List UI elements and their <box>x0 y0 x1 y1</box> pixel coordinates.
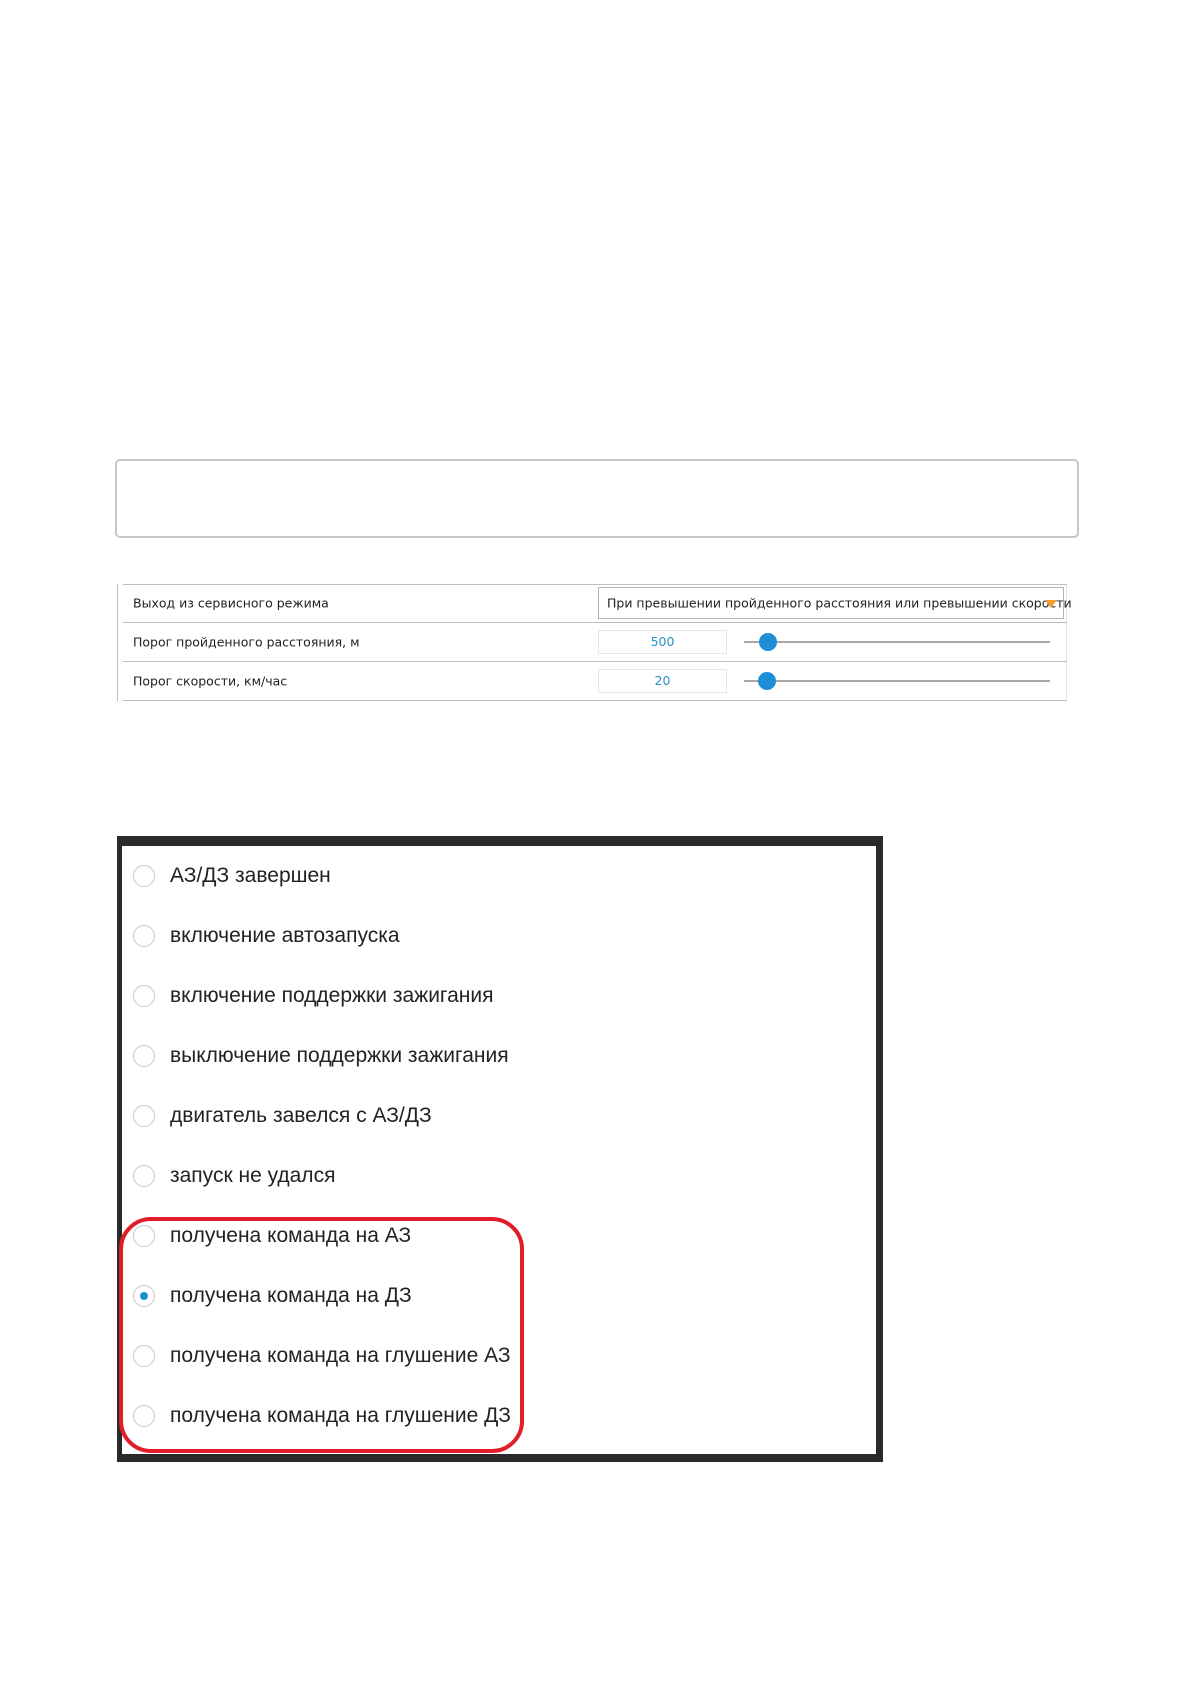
exit-mode-dropdown[interactable] <box>598 587 1072 619</box>
radio-option-label: получена команда на глушение АЗ <box>170 1344 511 1367</box>
radio-option[interactable] <box>122 966 862 1026</box>
radio-unselected-icon[interactable] <box>133 1045 155 1067</box>
event-radio-list <box>122 846 876 1454</box>
radio-option[interactable] <box>122 1026 862 1086</box>
speed-threshold-row <box>123 662 1067 700</box>
distance-slider-thumb[interactable] <box>759 633 777 651</box>
radio-option-label: двигатель завелся с АЗ/ДЗ <box>170 1104 432 1127</box>
dropdown-arrow-icon[interactable] <box>1045 600 1057 608</box>
radio-unselected-icon[interactable] <box>133 985 155 1007</box>
radio-option[interactable] <box>122 1266 862 1326</box>
radio-option[interactable] <box>122 1146 862 1206</box>
radio-option[interactable] <box>122 846 862 906</box>
exit-mode-row <box>123 584 1072 622</box>
radio-unselected-icon[interactable] <box>133 1105 155 1127</box>
exit-mode-label: Выход из сервисного режима <box>133 595 329 611</box>
radio-unselected-icon[interactable] <box>133 865 155 887</box>
radio-dot-icon <box>140 1292 148 1300</box>
radio-option[interactable] <box>122 906 862 966</box>
exit-mode-value: При превышении пройденного расстояния или превышении скорости <box>607 595 1072 611</box>
service-settings-panel <box>117 584 1072 701</box>
speed-threshold-slider[interactable] <box>744 680 1050 682</box>
speed-threshold-input[interactable]: 20 <box>598 669 727 693</box>
radio-option[interactable] <box>122 1206 862 1266</box>
radio-option-label: выключение поддержки зажигания <box>170 1044 509 1067</box>
radio-option[interactable] <box>122 1386 862 1446</box>
radio-option[interactable] <box>122 1086 862 1146</box>
radio-option-label: включение поддержки зажигания <box>170 984 494 1007</box>
event-radio-panel <box>117 836 883 1462</box>
radio-option[interactable] <box>122 1326 862 1386</box>
speed-threshold-label: Порог скорости, км/час <box>133 673 288 689</box>
radio-option-label: АЗ/ДЗ завершен <box>170 864 331 887</box>
distance-threshold-row <box>123 623 1067 661</box>
distance-threshold-slider[interactable] <box>744 641 1050 643</box>
panel-left-border <box>117 584 118 701</box>
radio-unselected-icon[interactable] <box>133 925 155 947</box>
note-box <box>115 459 1079 538</box>
radio-unselected-icon[interactable] <box>133 1345 155 1367</box>
radio-option-label: получена команда на глушение ДЗ <box>170 1404 511 1427</box>
row-divider <box>123 700 1067 701</box>
radio-unselected-icon[interactable] <box>133 1225 155 1247</box>
radio-option-label: запуск не удался <box>170 1164 336 1187</box>
distance-threshold-label: Порог пройденного расстояния, м <box>133 634 360 650</box>
radio-selected-icon[interactable] <box>133 1285 155 1307</box>
radio-option-label: получена команда на ДЗ <box>170 1284 412 1307</box>
radio-unselected-icon[interactable] <box>133 1405 155 1427</box>
distance-threshold-input[interactable]: 500 <box>598 630 727 654</box>
radio-option-label: включение автозапуска <box>170 924 400 947</box>
radio-unselected-icon[interactable] <box>133 1165 155 1187</box>
radio-option-label: получена команда на АЗ <box>170 1224 412 1247</box>
speed-slider-thumb[interactable] <box>758 672 776 690</box>
